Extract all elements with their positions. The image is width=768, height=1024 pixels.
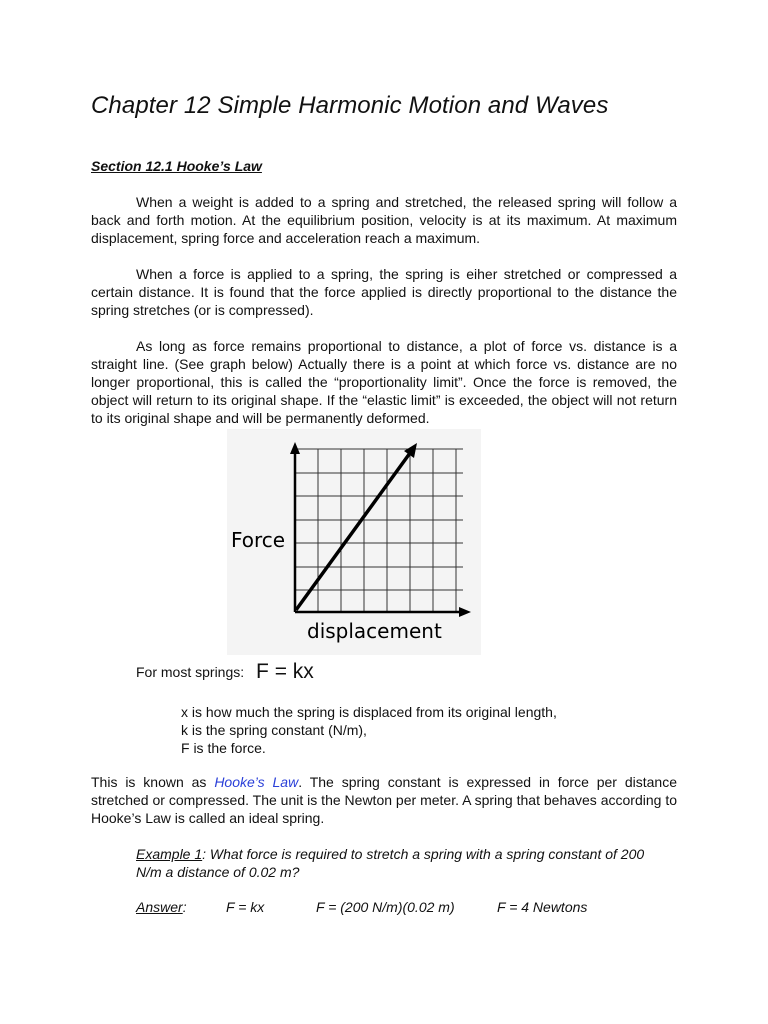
answer-step-3: F = 4 Newtons <box>497 899 588 915</box>
force-displacement-graph <box>227 429 481 655</box>
formula-label: For most springs: <box>136 664 245 680</box>
proportional-line <box>296 443 417 610</box>
chapter-title: Chapter 12 Simple Harmonic Motion and Waves <box>91 92 609 119</box>
graph-x-label: displacement <box>307 619 442 643</box>
formula-equation: F = kx <box>256 660 314 683</box>
paragraph-hookes-law <box>91 773 677 827</box>
answer-step-2: F = (200 N/m)(0.02 m) <box>316 899 455 915</box>
example-label: Example 1 <box>136 846 203 862</box>
definition-k: k is the spring constant (N/m), <box>181 722 367 738</box>
paragraph-force-proportional: When a force is applied to a spring, the spring is eiher stretched or compressed a certain distance. It is found that the force applied is directly proportional to the distance the spring stretches (or is compressed). <box>91 266 677 318</box>
variable-definitions <box>181 703 557 757</box>
answer-line <box>136 899 587 915</box>
answer-label: Answer <box>136 899 183 915</box>
example-question: : What force is required to stretch a spring with a spring constant of 200 N/m a distance of 0.02 m? <box>136 846 645 880</box>
answer-label-wrap <box>136 899 226 915</box>
answer-colon: : <box>182 899 187 915</box>
graph-grid <box>295 449 463 612</box>
answer-step-1: F = kx <box>226 899 265 915</box>
example-1 <box>136 845 673 881</box>
section-heading: Section 12.1 Hooke’s Law <box>91 158 262 174</box>
hookes-text-after: . The spring constant is expressed in force per distance stretched or compressed. The unit is the Newton per meter. A spring that behaves according to Hooke’s Law is called an ideal spring. <box>91 774 677 826</box>
graph-svg <box>227 429 481 655</box>
formula-line <box>136 660 314 684</box>
definition-f: F is the force. <box>181 740 266 756</box>
definition-x: x is how much the spring is displaced from its original length, <box>181 704 557 720</box>
paragraph-spring-motion: When a weight is added to a spring and stretched, the released spring will follow a back and forth motion. At the equilibrium position, velocity is at its maximum. At maximum displacement, spring force and acceleration reach a maximum. <box>91 194 677 246</box>
graph-axes <box>290 442 471 617</box>
hookes-text-before: This is known as <box>91 774 215 790</box>
hookes-law-link[interactable]: Hooke’s Law <box>214 774 299 790</box>
paragraph-proportionality-limit: As long as force remains proportional to distance, a plot of force vs. distance is a straight line. (See graph below) Actually there is a point at which force vs. distance are no longer proportional, this is called the “proportionality limit”. Once the force is removed, the object will return to its original shape. If the “elastic limit” is exceeded, the object will not return to its original shape and will be permanently deformed. <box>91 338 677 426</box>
graph-y-label: Force <box>231 528 286 552</box>
